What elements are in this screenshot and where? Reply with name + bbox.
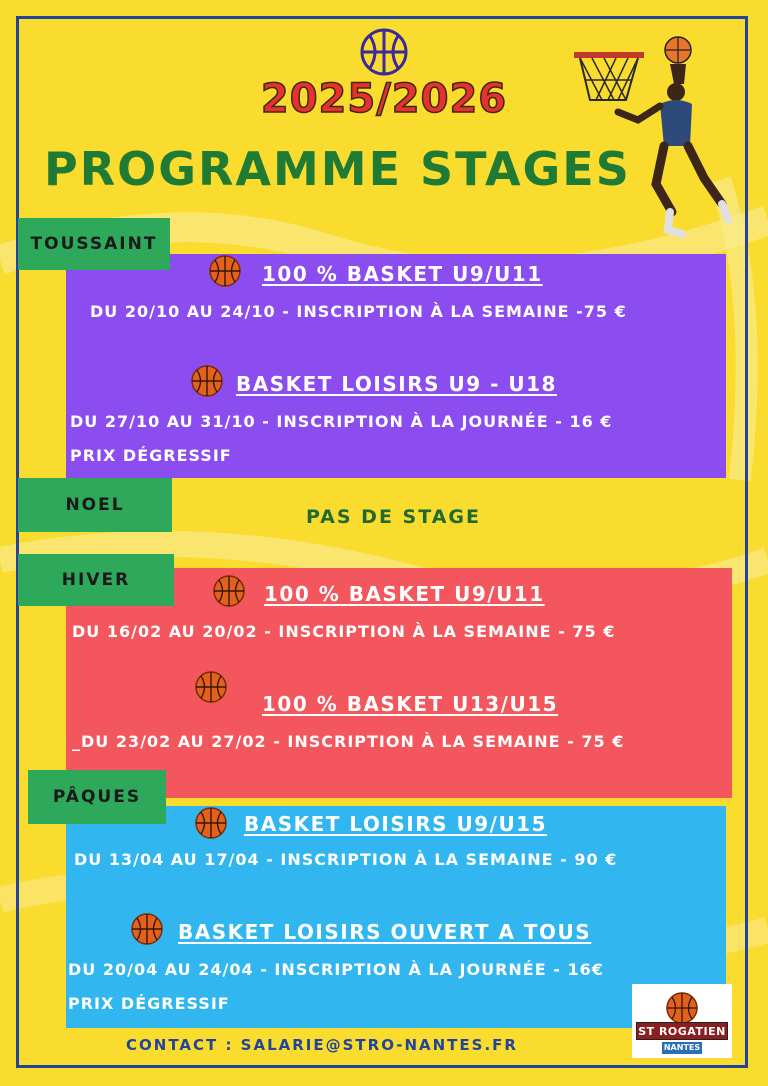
toussaint-panel bbox=[66, 254, 726, 478]
basketball-icon bbox=[662, 988, 702, 1024]
noel-no-stage: PAS DE STAGE bbox=[306, 506, 481, 528]
club-logo-city: NANTES bbox=[663, 1043, 701, 1052]
basketball-icon bbox=[190, 364, 224, 398]
noel-tag: NOEL bbox=[18, 478, 172, 532]
hiver-stage2-title: 100 % BASKET U13/U15 bbox=[262, 692, 559, 716]
hiver-stage1-detail: DU 16/02 AU 20/02 - INSCRIPTION À LA SEMAINE - 75 € bbox=[72, 622, 616, 641]
paques-stage2-title: BASKET LOISIRS OUVERT A TOUS bbox=[178, 920, 592, 944]
basketball-icon bbox=[130, 912, 164, 946]
hiver-stage1-title: 100 % BASKET U9/U11 bbox=[264, 582, 545, 606]
club-logo bbox=[632, 984, 732, 1058]
paques-stage2-note: PRIX DÉGRESSIF bbox=[68, 994, 230, 1013]
toussaint-stage1-title: 100 % BASKET U9/U11 bbox=[262, 262, 543, 286]
basketball-icon bbox=[358, 26, 410, 78]
basketball-icon bbox=[212, 574, 246, 608]
contact-email[interactable]: CONTACT : SALARIE@STRO-NANTES.FR bbox=[126, 1036, 518, 1054]
season-year: 2025/2026 bbox=[260, 76, 508, 122]
paques-stage1-title: BASKET LOISIRS U9/U15 bbox=[244, 812, 548, 836]
toussaint-stage2-title: BASKET LOISIRS U9 - U18 bbox=[236, 372, 557, 396]
toussaint-stage2-detail: DU 27/10 AU 31/10 - INSCRIPTION À LA JOURNÉE - 16 € bbox=[70, 412, 613, 431]
hiver-tag: HIVER bbox=[18, 554, 174, 606]
toussaint-tag: TOUSSAINT bbox=[18, 218, 170, 270]
toussaint-stage2-note: PRIX DÉGRESSIF bbox=[70, 446, 232, 465]
basketball-icon bbox=[208, 254, 242, 288]
page-title: PROGRAMME STAGES bbox=[44, 142, 631, 196]
club-logo-name: ST ROGATIEN bbox=[636, 1022, 728, 1040]
paques-stage1-detail: DU 13/04 AU 17/04 - INSCRIPTION À LA SEMAINE - 90 € bbox=[74, 850, 618, 869]
basketball-icon bbox=[194, 670, 228, 704]
basketball-icon bbox=[194, 806, 228, 840]
basketball-hoop-icon bbox=[572, 34, 742, 246]
toussaint-stage1-detail: DU 20/10 AU 24/10 - INSCRIPTION À LA SEMAINE -75 € bbox=[90, 302, 627, 321]
paques-tag: PÂQUES bbox=[28, 770, 166, 824]
paques-stage2-detail: DU 20/04 AU 24/04 - INSCRIPTION À LA JOURNÉE - 16€ bbox=[68, 960, 604, 979]
hiver-stage2-detail: _DU 23/02 AU 27/02 - INSCRIPTION À LA SEMAINE - 75 € bbox=[72, 732, 625, 751]
